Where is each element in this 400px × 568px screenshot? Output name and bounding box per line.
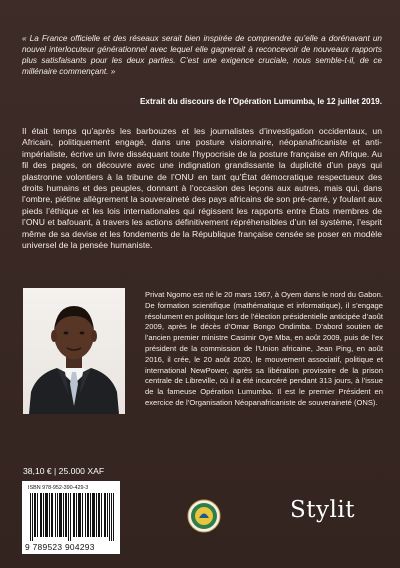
- isbn-barcode: [22, 481, 120, 554]
- barcode-bars: [30, 493, 114, 541]
- price-label: 38,10 € | 25.000 XAF: [23, 466, 105, 476]
- cover-quote: « La France officielle et des réseaux serait bien inspirée de comprendre qu’elle a dorénavant un nouvel interlocuteur générationnel avec lequel elle gagnerait à reconcevoir de nouveaux rapports plus satisfaisants pour les deux parties. C’est une exigence cruciale, nous semble-t-il, de ce millénaire commençant. »: [22, 34, 382, 76]
- quote-source: Extrait du discours de l’Opération Lumumba, le 12 juillet 2019.: [139, 97, 382, 106]
- publisher-logo: Stylit: [290, 497, 355, 523]
- author-bio: Privat Ngomo est né le 20 mars 1967, à Oyem dans le nord du Gabon. De formation scientifique (mathématique et informatique), il s’engage résolument en politique lors de l’élection présidentielle anticipée d’août 2009, après le décès d’Omar Bongo Ondimba. D’abord soutien de l’ancien premier ministre Casimir Oye Mba, en août 2009, puis de l’ex président de la commission de l’Union africaine, Jean Ping, en août 2016, il crée, le 20 août 2020, le mouvement associatif, politique et international NewPower, après sa libération provisoire de la prison centrale de Libreville, où il a été incarcéré pendant 313 jours, à l’issue de la fameuse Opération Lumumba. Il est le premier Président en exercice de l’Organisation Néopanafricaniste de souveraineté (ONS).: [145, 290, 383, 407]
- publisher-seal-icon: [187, 499, 221, 533]
- blurb-text: Il était temps qu’après les barbouzes et les journalistes d’investigation occidentaux, un Africain, politiquement engagé, dans une posture visionnaire, néopanafricaniste et anti-impérialiste, écrive un livre disséquant toute l’hypocrisie de la posture française en Afrique. Au fil des pages, on découvre avec une indignation grandissante la duplicité d’un pays qui plastronne volontiers à la tribune de l’ONU en tant qu’État démocratique respectueux des droits humains et des peuples, donnant à l’occasion des leçons aux autres, mais qui, dans l’ombre, piétine allègrement la souveraineté des pays africains de son pré-carré, y foulant aux pieds l’éthique et les lois internationales qui régissent les rapports entre États membres de l’ONU et bafouant, à travers les actions définitivement répréhensibles d’un tel système, l’esprit même de sa devise et les fondements de la République française censée se poser en modèle universel de la pensée humaniste.: [22, 126, 382, 251]
- isbn-digits: 9 789523 904293: [25, 542, 95, 552]
- author-photo: [23, 288, 125, 414]
- isbn-label: ISBN 978-952-390-429-3: [28, 485, 89, 491]
